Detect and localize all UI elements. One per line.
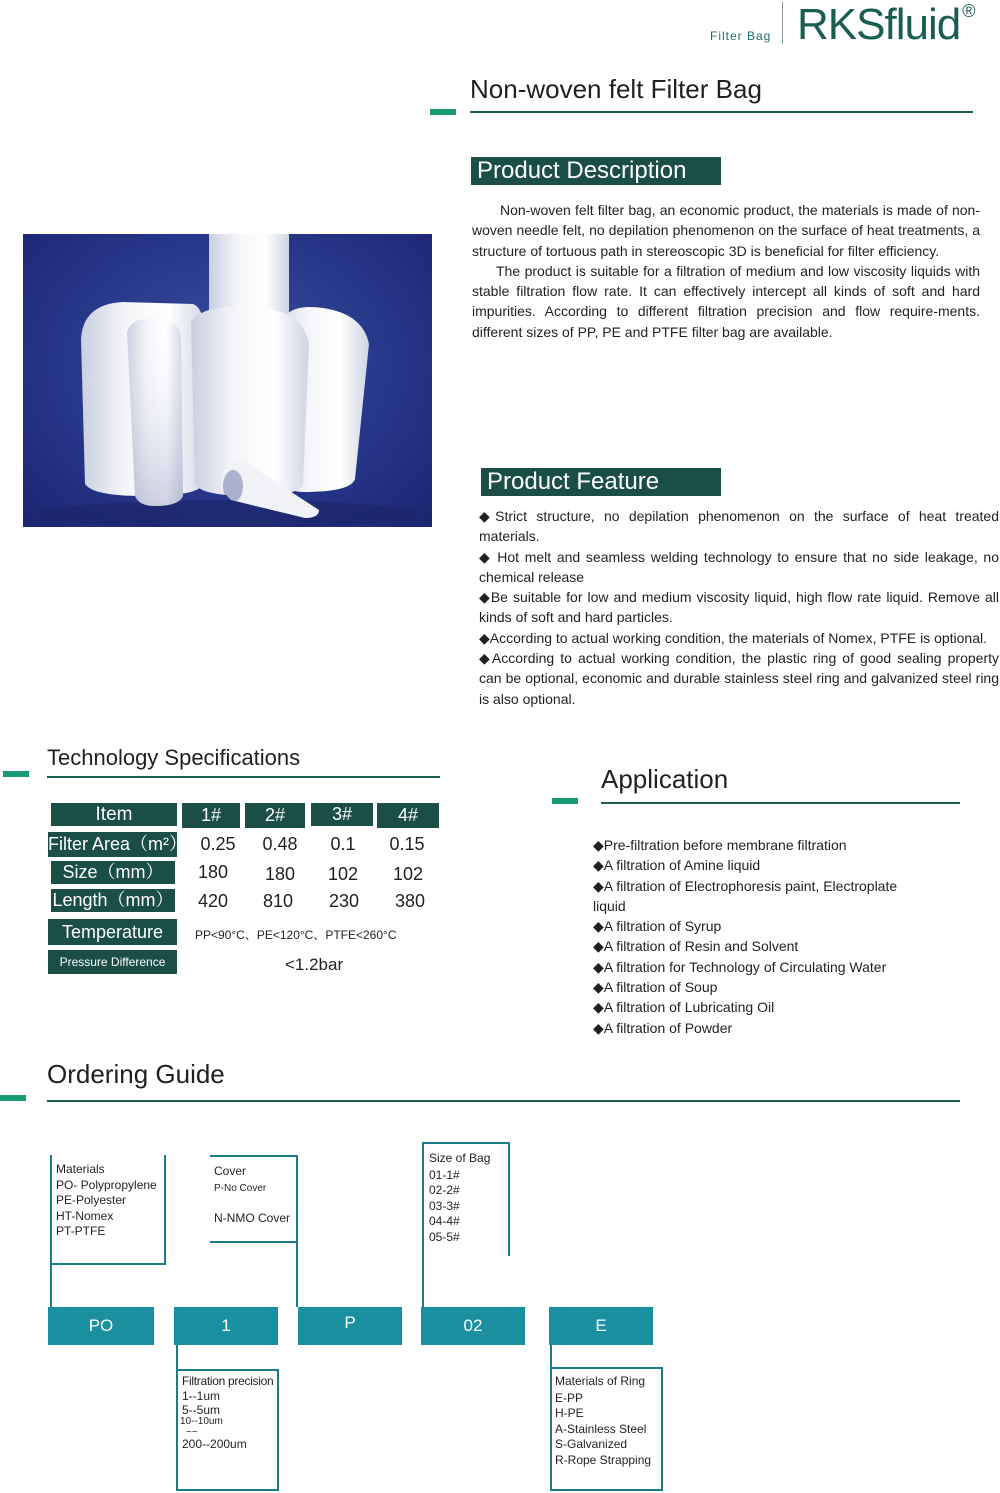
size-option: 04-4# bbox=[429, 1214, 460, 1228]
spec-value: 380 bbox=[394, 891, 426, 911]
spec-row-label-filter-area: Filter Area（m²） bbox=[48, 832, 177, 857]
ordering-connector bbox=[422, 1142, 424, 1307]
tech-specs-rule bbox=[47, 776, 440, 778]
ring-option: A-Stainless Steel bbox=[555, 1421, 647, 1436]
title-accent-dash bbox=[430, 109, 456, 115]
application-item: ◆A filtration of Soup bbox=[593, 979, 718, 996]
cover-option-p: P-No Cover bbox=[214, 1183, 267, 1194]
spec-pressure-value: <1.2bar bbox=[285, 955, 344, 974]
spec-col-3: 3# bbox=[311, 803, 373, 826]
feature-item: ◆ Hot melt and seamless welding technology to ensure that no side leakage, no chemical release bbox=[479, 548, 999, 585]
feature-item: ◆According to actual working condition, the materials of Nomex, PTFE is optional. bbox=[479, 629, 987, 646]
precision-option: 10--10um bbox=[180, 1416, 223, 1427]
precision-option: 200--200um bbox=[182, 1437, 247, 1451]
ring-title: Materials of Ring bbox=[555, 1374, 646, 1388]
application-item: ◆Pre-filtration before membrane filtration bbox=[593, 837, 847, 853]
ordering-size-text bbox=[429, 1151, 490, 1245]
application-item: ◆A filtration of Resin and Solvent bbox=[593, 938, 799, 955]
spec-value: 420 bbox=[197, 891, 229, 911]
ordering-connector bbox=[176, 1345, 178, 1369]
spec-col-2: 2# bbox=[245, 803, 305, 828]
size-option: 02-2# bbox=[429, 1183, 460, 1197]
product-feature-list bbox=[479, 506, 999, 709]
header-category-label: Filter Bag bbox=[710, 29, 772, 43]
materials-option: PT-PTFE bbox=[56, 1224, 106, 1238]
spec-value: 230 bbox=[328, 891, 360, 911]
ordering-connector bbox=[50, 1263, 52, 1307]
spec-value: 0.48 bbox=[262, 834, 298, 854]
ordering-code-size: 02 bbox=[421, 1307, 525, 1345]
cover-title: Cover bbox=[214, 1164, 247, 1178]
ordering-code-ring: E bbox=[549, 1307, 653, 1345]
size-title: Size of Bag bbox=[429, 1151, 491, 1165]
spec-row-label-size: Size（mm） bbox=[51, 861, 175, 884]
spec-value: 102 bbox=[327, 864, 359, 884]
size-option: 03-3# bbox=[429, 1198, 460, 1213]
product-feature-heading: Product Feature bbox=[481, 468, 721, 496]
materials-option: PO- Polypropylene bbox=[56, 1177, 157, 1192]
spec-value: 102 bbox=[392, 864, 424, 884]
description-paragraph-1: Non-woven felt filter bag, an economic product, the materials is made of non-woven needle felt, no depilation phenomenon on the surface of heat treatments, a structure of tortuous path in stereoscopic 3D is beneficial for filter efficiency. bbox=[472, 202, 980, 259]
feature-item: ◆Strict structure, no depilation phenomenon on the surface of heat treated materials. bbox=[479, 508, 999, 545]
application-item: ◆A filtration for Technology of Circulating Water bbox=[593, 958, 887, 975]
materials-title: Materials bbox=[56, 1162, 105, 1176]
application-list bbox=[593, 835, 933, 1038]
size-option: 01-1# bbox=[429, 1167, 460, 1182]
materials-option: PE-Polyester bbox=[56, 1193, 127, 1207]
application-rule bbox=[601, 802, 960, 804]
ordering-code-precision: 1 bbox=[174, 1307, 278, 1345]
spec-value: 0.25 bbox=[200, 834, 236, 854]
spec-value: 0.15 bbox=[389, 834, 425, 854]
brand-logo bbox=[797, 0, 974, 50]
spec-row-label-pressure: Pressure Difference bbox=[48, 950, 177, 974]
feature-item: ◆Be suitable for low and medium viscosity liquid, high flow rate liquid. Remove all kinds of soft and hard particles. bbox=[479, 589, 999, 626]
application-item: ◆A filtration of Powder bbox=[593, 1019, 733, 1036]
description-paragraph-2: The product is suitable for a filtration of medium and low viscosity liquids with stable filtration flow rate. It can effectively intercept all kinds of soft and hard impurities. According to different filtration precision and flow require-ments. different sizes of PP, PE and PTFE filter bag are available. bbox=[472, 262, 980, 340]
ordering-guide-heading: Ordering Guide bbox=[47, 1059, 225, 1089]
spec-value: 810 bbox=[262, 891, 294, 911]
ring-option: R-Rope Strapping bbox=[555, 1452, 652, 1467]
tech-specs-accent-dash bbox=[3, 771, 29, 777]
application-item: ◆A filtration of Electrophoresis paint, Electroplate liquid bbox=[593, 877, 898, 914]
ring-option: S-Galvanized bbox=[555, 1437, 628, 1451]
spec-row-label-length: Length（mm） bbox=[52, 890, 174, 910]
cover-option-n: N-NMO Cover bbox=[214, 1211, 291, 1225]
filter-bags-photo bbox=[23, 234, 432, 527]
ordering-materials-text bbox=[56, 1162, 157, 1240]
product-description-text bbox=[472, 200, 980, 342]
spec-value: 180 bbox=[264, 864, 296, 884]
ordering-code-materials: PO bbox=[48, 1307, 154, 1345]
materials-option: HT-Nomex bbox=[56, 1208, 114, 1223]
ring-option: H-PE bbox=[555, 1406, 584, 1420]
ring-option: E-PP bbox=[555, 1390, 584, 1405]
ordering-accent-dash bbox=[0, 1095, 26, 1101]
ordering-code-cover: P bbox=[298, 1307, 402, 1345]
ordering-connector bbox=[296, 1239, 298, 1307]
application-heading: Application bbox=[601, 764, 729, 794]
spec-col-4: 4# bbox=[377, 803, 439, 828]
application-item: ◆A filtration of Syrup bbox=[593, 918, 722, 935]
ordering-rule bbox=[47, 1100, 960, 1102]
precision-option: 1--1um bbox=[182, 1389, 221, 1403]
spec-value: 180 bbox=[197, 862, 229, 882]
feature-item: ◆According to actual working condition, the plastic ring of good sealing property can be optional, economic and durable stainless steel ring and galvanized steel ring is also optional. bbox=[479, 650, 999, 707]
header-divider bbox=[782, 2, 783, 44]
ordering-connector bbox=[550, 1345, 552, 1367]
filter-bags-illustration bbox=[23, 234, 432, 527]
title-rule bbox=[470, 111, 973, 113]
tech-specs-heading: Technology Specifications bbox=[47, 745, 301, 770]
spec-row-label-temperature: Temperature bbox=[48, 919, 177, 945]
precision-option: 5--5um bbox=[182, 1403, 221, 1417]
spec-value: 0.1 bbox=[330, 834, 356, 854]
spec-col-item: Item bbox=[51, 803, 177, 826]
size-option: 05-5# bbox=[429, 1229, 460, 1244]
product-description-heading: Product Description bbox=[471, 157, 721, 185]
spec-col-1: 1# bbox=[182, 803, 240, 828]
page-title: Non-woven felt Filter Bag bbox=[470, 74, 762, 104]
application-item: ◆A filtration of Lubricating Oil bbox=[593, 999, 775, 1016]
ordering-ring-text bbox=[555, 1374, 651, 1468]
application-accent-dash bbox=[552, 798, 578, 804]
spec-temperature-value: PP<90°C、PE<120°C、PTFE<260°C bbox=[195, 928, 397, 942]
precision-title: Filtration precision bbox=[182, 1374, 274, 1388]
brand-name: RKSfluid bbox=[797, 0, 961, 49]
application-item: ◆A filtration of Amine liquid bbox=[593, 857, 761, 874]
registered-mark: ® bbox=[962, 1, 975, 21]
precision-ellipsis: ~~ bbox=[186, 1427, 198, 1438]
